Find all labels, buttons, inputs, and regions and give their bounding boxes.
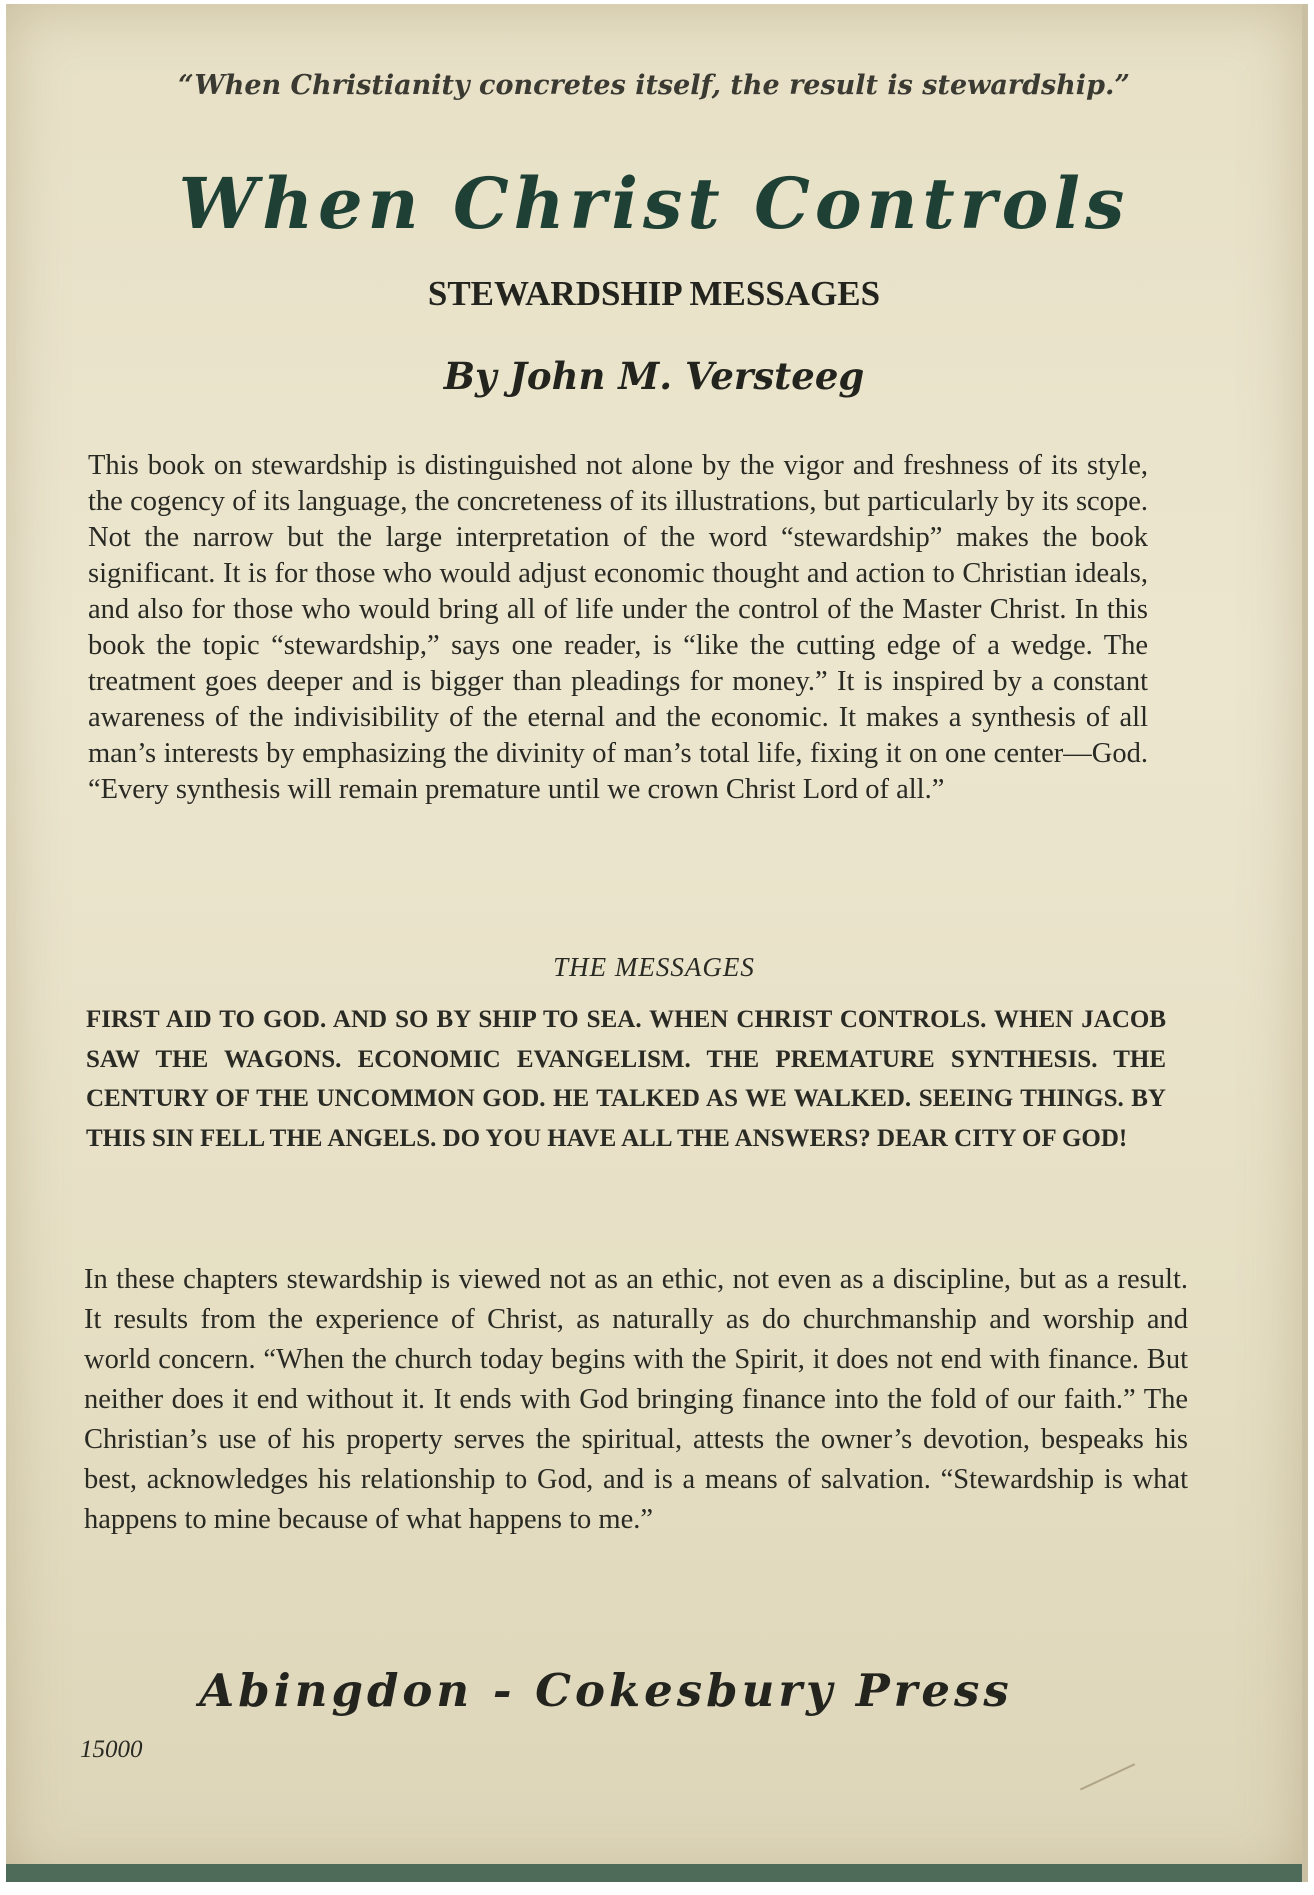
book-back-cover (6, 4, 1308, 1882)
description-paragraph-1: This book on stewardship is distinguished not alone by the vigor and freshness of its style, the cogency of its language, the concreteness of its illustrations, but particularly by its scope. Not the narrow but the large interpretation of the word “stewardship” makes the book significant. It is for those who would adjust economic thought and action to Christian ideals, and also for those who would bring all of life under the control of the Master Christ. In this book the topic “stewardship,” says one reader, is “like the cutting edge of a wedge. The treatment goes deeper and is bigger than pleadings for money.” It is inspired by a constant awareness of the indivisibility of the eternal and the economic. It makes a synthesis of all man’s interests by emphasizing the divinity of man’s total life, fixing it on one center—God. “Every synthesis will remain premature until we crown Christ Lord of all.” (88, 450, 1148, 805)
epigraph-quote: “When Christianity concretes itself, the result is stewardship.” (178, 70, 1130, 101)
book-title: When Christ Controls (178, 162, 1130, 245)
publisher-name: Abingdon - Cokesbury Press (199, 1664, 1013, 1717)
description-paragraph-2: In these chapters stewardship is viewed not as an ethic, not even as a discipline, but as a result. It results from the experience of Christ, as naturally as do churchmanship and worship and world concern. “When the church today begins with the Spirit, it does not end with finance. But neither does it end without it. It ends with God bringing finance into the fold of our faith.” The Christian’s use of his property serves the spiritual, attests the owner’s devotion, bespeaks his best, acknowledges his relationship to God, and is a means of salvation. “Stewardship is what happens to mine because of what happens to me.” (84, 1264, 1188, 1535)
author-line: By John M. Versteeg (443, 354, 865, 398)
messages-heading: THE MESSAGES (553, 952, 755, 982)
catalog-number: 15000 (80, 1736, 143, 1763)
paper-crease (1080, 1763, 1152, 1826)
cloth-binding-edge (6, 1864, 1302, 1882)
messages-list: FIRST AID TO GOD. AND SO BY SHIP TO SEA. WHEN CHRIST CONTROLS. WHEN JACOB SAW THE WAGONS. ECONOMIC EVANGELISM. THE PREMATURE SYNTHESIS. THE CENTURY OF THE UNCOMMON GOD. HE TALKED AS WE WALKED. SEEING THINGS. BY THIS SIN FELL THE ANGELS. DO YOU HAVE ALL THE ANSWERS? DEAR CITY OF GOD! (86, 1006, 1166, 1152)
book-subtitle: STEWARDSHIP MESSAGES (427, 274, 881, 313)
